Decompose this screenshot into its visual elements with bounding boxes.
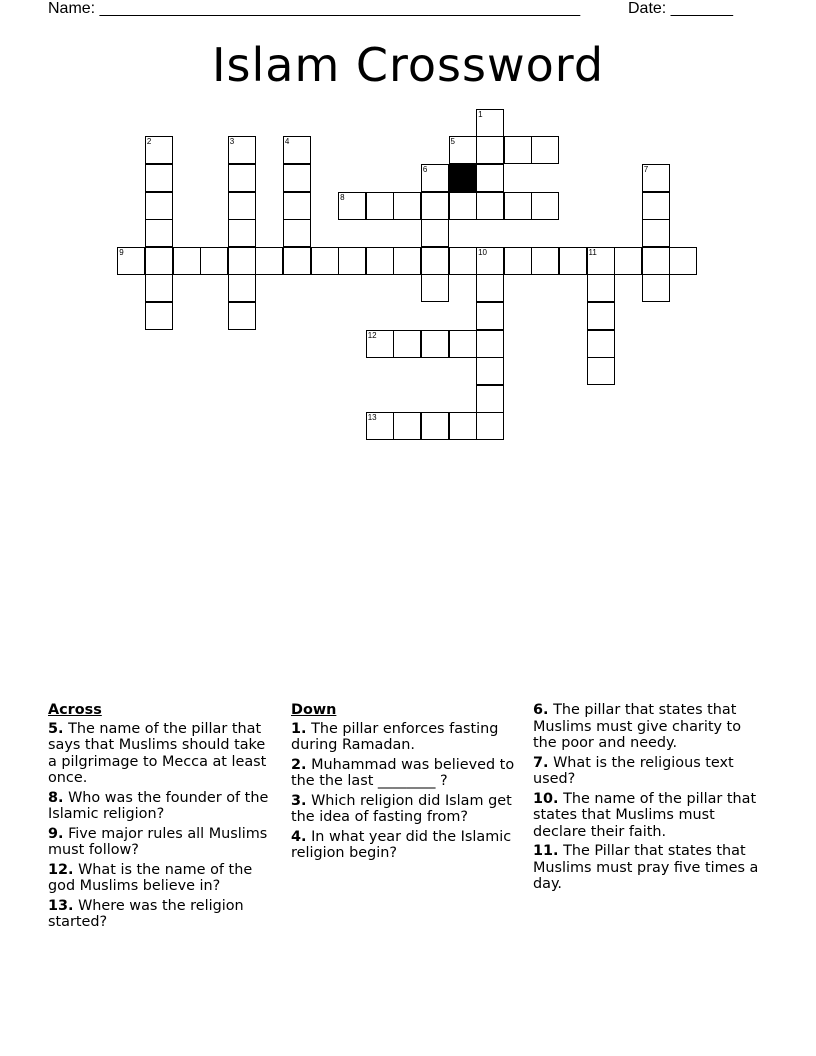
grid-cell[interactable] (421, 330, 449, 358)
grid-cell[interactable] (393, 412, 421, 440)
clue-text: The Pillar that states that Muslims must pray five times a day. (533, 843, 759, 892)
grid-cell[interactable] (366, 192, 394, 220)
across-clue (48, 790, 273, 823)
grid-cell[interactable] (449, 330, 477, 358)
down-clue (291, 829, 523, 862)
grid-cell[interactable] (311, 247, 339, 275)
clue-number-label: 11 (588, 247, 597, 257)
down-clue (291, 757, 523, 790)
grid-cell[interactable] (449, 412, 477, 440)
grid-cell[interactable] (587, 302, 615, 330)
clue-number-label: 1 (478, 109, 483, 119)
grid-cell[interactable] (228, 302, 256, 330)
clue-text: The name of the pillar that states that Muslims must declare their faith. (533, 790, 757, 840)
grid-cell[interactable] (476, 412, 504, 440)
clue-text: In what year did the Islamic religion begin? (291, 828, 512, 861)
clue-number: 1. (291, 720, 307, 737)
clue-number-label: 4 (284, 137, 290, 147)
grid-cell[interactable] (228, 247, 256, 275)
grid-cell[interactable] (393, 247, 421, 275)
clue-number-label: 6 (422, 165, 428, 174)
grid-cell[interactable] (200, 247, 228, 275)
clue-number-label: 10 (478, 247, 487, 257)
clue-number-label: 7 (643, 165, 649, 174)
grid-cell[interactable] (173, 247, 201, 275)
clue-number: 13. (48, 897, 74, 914)
down-clue (291, 721, 523, 754)
across-clue (48, 898, 273, 931)
grid-cell[interactable] (531, 192, 559, 220)
grid-cell[interactable] (476, 385, 504, 413)
grid-cell[interactable] (393, 192, 421, 220)
clue-number: 3. (291, 792, 307, 809)
grid-cell[interactable] (366, 247, 394, 275)
clue-text: Who was the founder of the Islamic religion? (48, 789, 269, 822)
grid-cell[interactable] (476, 330, 504, 358)
grid-cell[interactable] (421, 274, 449, 302)
grid-cell[interactable] (283, 164, 311, 192)
grid-cell[interactable] (145, 302, 173, 330)
grid-cell[interactable] (449, 192, 477, 220)
clue-number-label: 8 (340, 192, 345, 202)
grid-cell[interactable] (531, 247, 559, 275)
name-field-label: Name: ______________________________________________________ (48, 0, 581, 17)
clue-number: 11. (533, 843, 559, 859)
down-heading: Down (291, 702, 337, 718)
grid-cell[interactable] (145, 219, 173, 247)
clue-number: 4. (291, 828, 307, 845)
across-clue (48, 826, 273, 859)
grid-cell[interactable] (283, 247, 311, 275)
clue-number: 2. (291, 756, 307, 773)
grid-cell[interactable] (559, 247, 587, 275)
grid-cell[interactable] (283, 219, 311, 247)
grid-cell[interactable] (476, 192, 504, 220)
down-clue (533, 791, 768, 841)
grid-cell[interactable] (587, 330, 615, 358)
grid-cell[interactable] (228, 274, 256, 302)
clue-number: 5. (48, 720, 64, 737)
grid-cell[interactable] (145, 274, 173, 302)
grid-cell[interactable] (504, 192, 532, 220)
grid-cell[interactable] (145, 164, 173, 192)
across-clue (48, 862, 273, 895)
clue-number-label: 12 (367, 330, 377, 340)
down-clue (291, 793, 523, 826)
down-clue (533, 843, 768, 893)
clue-number: 12. (48, 861, 74, 878)
grid-cell[interactable] (283, 192, 311, 220)
clue-number: 6. (533, 702, 549, 718)
grid-cell[interactable] (531, 136, 559, 164)
grid-cell[interactable] (504, 247, 532, 275)
grid-cell[interactable] (145, 247, 173, 275)
down-clue (533, 755, 768, 788)
grid-cell[interactable] (587, 274, 615, 302)
grid-cell[interactable] (228, 192, 256, 220)
clue-number-label: 3 (229, 137, 235, 147)
down-clues (291, 702, 523, 865)
grid-cell[interactable] (476, 164, 504, 192)
clue-number-label: 2 (146, 137, 152, 147)
grid-cell[interactable] (338, 247, 366, 275)
clue-text: What is the religious text used? (533, 754, 734, 787)
blocked-cell (449, 164, 477, 192)
across-clue (48, 721, 273, 787)
down-clue (533, 702, 768, 752)
grid-cell[interactable] (421, 192, 449, 220)
grid-cell[interactable] (476, 136, 504, 164)
clue-number: 7. (533, 754, 549, 771)
grid-cell[interactable] (393, 330, 421, 358)
clue-number: 10. (533, 790, 559, 807)
clue-text: Which religion did Islam get the idea of fasting from? (291, 792, 512, 825)
clue-text: Muhammad was believed to the the last ________ ? (291, 756, 515, 789)
grid-cell[interactable] (421, 412, 449, 440)
clue-number-label: 5 (450, 137, 455, 147)
grid-cell[interactable] (228, 219, 256, 247)
grid-cell[interactable] (642, 247, 670, 275)
across-heading: Across (48, 702, 102, 718)
down-clues-continued (533, 702, 768, 896)
grid-cell[interactable] (614, 247, 642, 275)
clue-number-label: 9 (119, 247, 124, 257)
grid-cell[interactable] (642, 219, 670, 247)
clue-text: The pillar that states that Muslims must give charity to the poor and needy. (533, 702, 741, 751)
grid-cell[interactable] (255, 247, 283, 275)
grid-cell[interactable] (669, 247, 697, 275)
grid-cell[interactable] (449, 247, 477, 275)
grid-cell[interactable] (476, 302, 504, 330)
grid-cell[interactable] (145, 192, 173, 220)
grid-cell[interactable] (642, 192, 670, 220)
page-title: Islam Crossword (211, 38, 605, 92)
grid-cell[interactable] (642, 274, 670, 302)
clue-text: What is the name of the god Muslims believe in? (48, 861, 253, 894)
clue-number-label: 13 (367, 413, 377, 423)
clue-number: 9. (48, 825, 64, 842)
grid-cell[interactable] (421, 247, 449, 275)
grid-cell[interactable] (421, 219, 449, 247)
across-clues (48, 702, 273, 934)
grid-cell[interactable] (476, 357, 504, 385)
grid-cell[interactable] (504, 136, 532, 164)
clue-text: The name of the pillar that says that Muslims should take a pilgrimage to Mecca at least once. (48, 720, 267, 786)
clue-text: The pillar enforces fasting during Ramadan. (291, 720, 499, 753)
crossword-grid (0, 0, 816, 460)
grid-cell[interactable] (587, 357, 615, 385)
date-field-label: Date: _______ (628, 0, 733, 17)
clue-number: 8. (48, 789, 64, 806)
grid-cell[interactable] (476, 274, 504, 302)
clue-text: Five major rules all Muslims must follow? (48, 825, 268, 858)
grid-cell[interactable] (228, 164, 256, 192)
clue-text: Where was the religion started? (48, 897, 244, 930)
